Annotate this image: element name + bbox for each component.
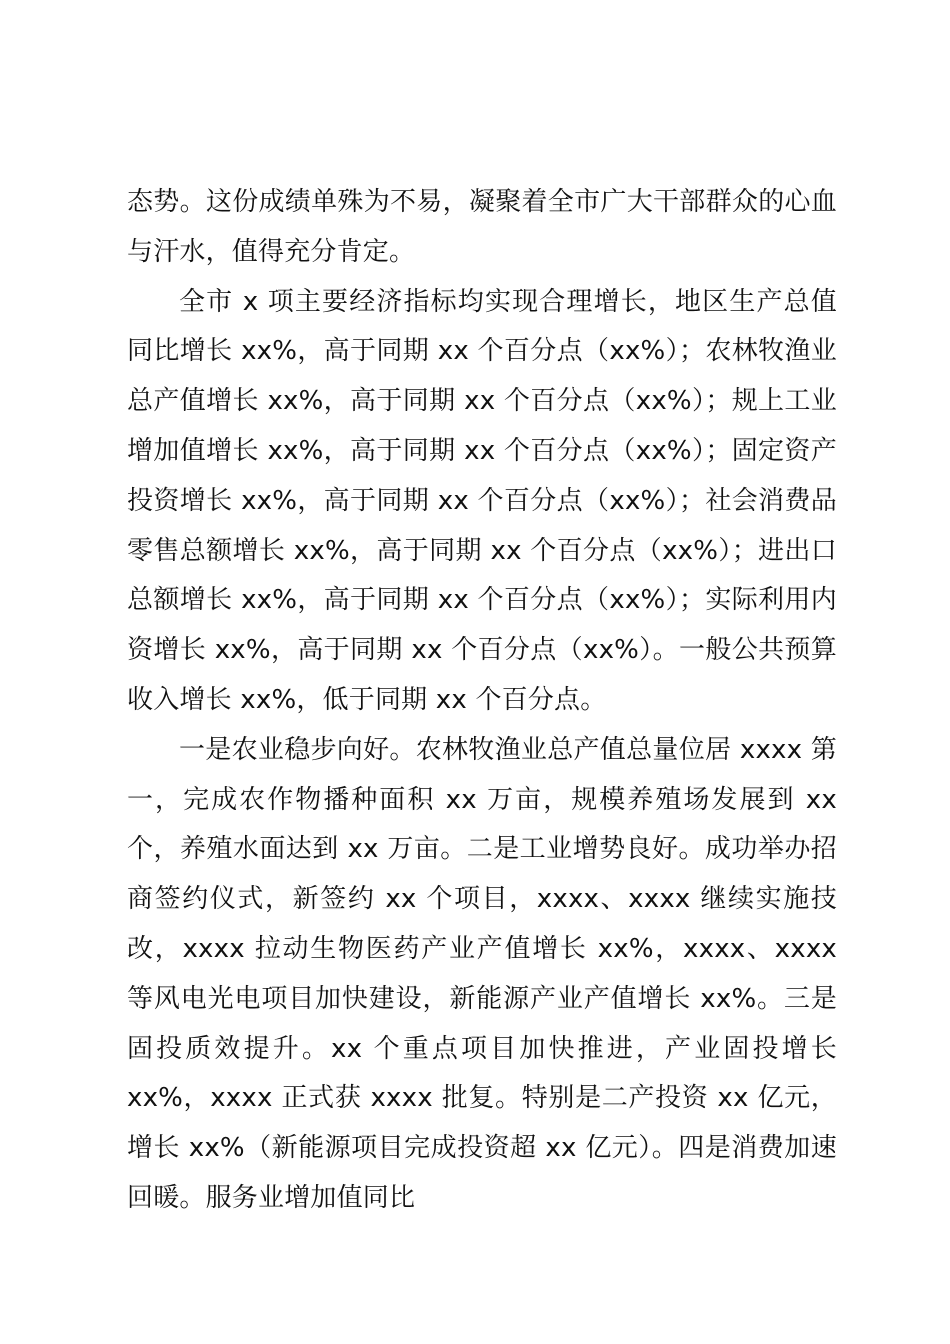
paragraph-continuation: 态势。这份成绩单殊为不易，凝聚着全市广大干部群众的心血与汗水，值得充分肯定。 — [127, 187, 837, 267]
paragraph-sector-highlights: 一是农业稳步向好。农林牧渔业总产值总量位居 xxxx 第一，完成农作物播种面积 xx 万亩，规模养殖场发展到 xx 个，养殖水面达到 xx 万亩。二是工业增势良好。成功举办招商签约仪式，新签约 xx 个项目，xxxx、xxxx 继续实施技改，xxxx 拉动生物医药产业产值增长 xx%，xxxx、xxxx 等风电光电项目加快建设，新能源产业产值增长 xx%。三是固投质效提升。xx 个重点项目加快推进，产业固投增长 xx%，xxxx 正式获 xxxx 批复。特别是二产投资 xx 亿元，增长 xx%（新能源项目完成投资超 xx 亿元）。四是消费加速回暖。服务业增加值同比 — [127, 734, 837, 1213]
document-body — [127, 178, 837, 1224]
paragraph-economic-indicators: 全市 x 项主要经济指标均实现合理增长，地区生产总值同比增长 xx%，高于同期 xx 个百分点（xx%）；农林牧渔业总产值增长 xx%，高于同期 xx 个百分点（xx%）；规上工业增加值增长 xx%，高于同期 xx 个百分点（xx%）；固定资产投资增长 xx%，高于同期 xx 个百分点（xx%）；社会消费品零售总额增长 xx%，高于同期 xx 个百分点（xx%）；进出口总额增长 xx%，高于同期 xx 个百分点（xx%）；实际利用内资增长 xx%，高于同期 xx 个百分点（xx%）。一般公共预算收入增长 xx%，低于同期 xx 个百分点。 — [127, 286, 837, 715]
